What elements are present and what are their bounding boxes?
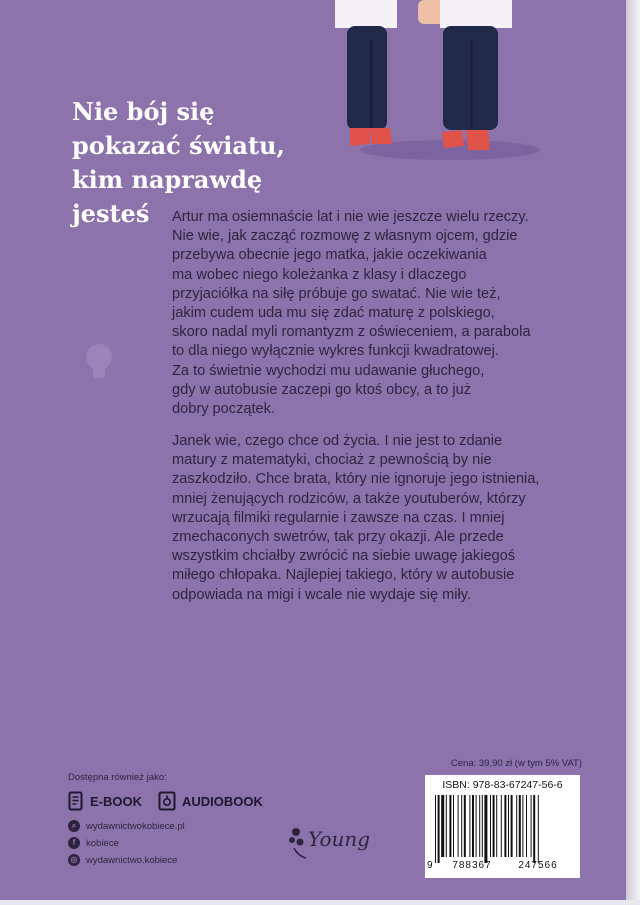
barcode-bar — [484, 795, 487, 863]
instagram-link[interactable] — [68, 853, 177, 867]
blurb-line: miłego chłopaka. Najlepiej takiego, który w autobusie — [172, 567, 515, 584]
facebook-icon: f — [68, 837, 80, 849]
barcode-bar — [441, 795, 444, 857]
barcode-bar — [446, 795, 447, 857]
barcode — [425, 775, 580, 878]
barcode-bar — [519, 795, 521, 857]
instagram-icon: ◎ — [68, 854, 80, 866]
blurb-line: Za to świetnie wychodzi mu udawanie głuchego, — [172, 362, 485, 379]
audiobook-icon — [158, 791, 178, 811]
barcode-bar — [469, 795, 470, 857]
barcode-bar — [531, 795, 532, 857]
barcode-bars — [435, 795, 570, 863]
ean-right-digits: 247566 — [518, 860, 558, 871]
blurb-line: gdy w autobusie zaczepi go ktoś obcy, a to już — [172, 381, 472, 398]
barcode-bar — [453, 795, 454, 857]
blurb-line: wrzucają filmiki regularnie i zawsze na czas. I mniej — [172, 509, 505, 526]
search-icon: ⌕ — [68, 820, 80, 832]
instagram-text: wydawnictwo.kobiece — [86, 854, 178, 866]
logo-text: Young — [308, 827, 371, 851]
barcode-bar — [533, 795, 535, 863]
barcode-bar — [472, 795, 474, 857]
blurb-line: przebywa obecnie jego matka, jakie oczekiwania — [172, 247, 487, 264]
barcode-bar — [511, 795, 513, 857]
tagline-line: Nie bój się — [72, 97, 215, 126]
barcode-bar — [438, 795, 440, 863]
barcode-bar — [476, 795, 477, 857]
blurb-line: skoro nadal myli romantyzm z oświeceniem, a parabola — [172, 324, 531, 341]
page-edge — [626, 0, 640, 905]
barcode-bar — [538, 795, 539, 863]
facebook-link[interactable] — [68, 836, 119, 850]
blurb-line: to dla niego wyłącznie wykres funkcji kwadratowej. — [172, 343, 499, 360]
barcode-bar — [449, 795, 451, 857]
barcode-bar — [458, 795, 459, 857]
bottom-edge — [0, 900, 640, 905]
audiobook-label: AUDIOBOOK — [182, 793, 263, 809]
facebook-text: kobiece — [86, 837, 119, 849]
barcode-bar — [464, 795, 466, 857]
ean-first-digit: 9 — [427, 860, 433, 871]
illustration-two-boys — [300, 0, 540, 165]
blurb-line: zmechaconych swetrów, tak przy okazji. Ale przede — [172, 529, 504, 546]
blurb-line: zaszkodziło. Chce brata, który nie ignoruje jego istnienia, — [172, 471, 540, 488]
barcode-bar — [508, 795, 509, 857]
blurb-paragraph-artur — [172, 208, 577, 419]
barcode-bar — [435, 795, 436, 863]
barcode-bar — [504, 795, 506, 857]
barcode-bar — [516, 795, 517, 857]
barcode-bar — [490, 795, 491, 857]
tagline-line: jesteś — [72, 199, 150, 228]
ebook-label: E-BOOK — [90, 793, 142, 809]
blurb-line: jakim cudem uda mu się zdać maturę z polskiego, — [172, 305, 495, 322]
blurb-line: Artur ma osiemnaście lat i nie wie jeszcze wielu rzeczy. — [172, 209, 529, 225]
lightbulb-icon — [82, 342, 116, 384]
young-logo — [280, 812, 380, 872]
blurb-line: dobry początek. — [172, 401, 276, 418]
audiobook-format — [158, 790, 263, 812]
tagline-line: kim naprawdę — [72, 165, 263, 194]
barcode-bar — [461, 795, 462, 857]
blurb-line: matury z matematyki, chociaż z pewnością by nie — [172, 452, 492, 469]
availability-label: Dostępna również jako: — [68, 772, 167, 783]
price: Cena: 39,90 zł (w tym 5% VAT) — [450, 758, 582, 769]
blurb-line: wszystkim chciałby zwrócić na siebie uwagę jakiegoś — [172, 548, 516, 565]
barcode-bar — [482, 795, 483, 857]
blurb-line: Janek wie, czego chce od życia. I nie jest to zdanie — [172, 433, 503, 449]
blurb-line: przyjaciółka na siłę próbuje go swatać. Nie wie też, — [172, 285, 501, 302]
blurb-line: odpowiada na migi i wcale nie wydaje się miły. — [172, 586, 472, 603]
barcode-bar — [501, 795, 502, 857]
barcode-bar — [493, 795, 495, 857]
ebook-icon — [68, 791, 86, 811]
website-link[interactable] — [68, 819, 185, 833]
ean-left-digits: 788367 — [452, 860, 492, 871]
barcode-bar — [522, 795, 523, 857]
blurb-line: ma wobec niego koleżanka z klasy i dlaczego — [172, 266, 467, 283]
blurb-line: Nie wie, jak zacząć rozmowę z własnym ojcem, gdzie — [172, 228, 518, 245]
ebook-format — [68, 790, 142, 812]
barcode-bar — [496, 795, 497, 857]
tagline-line: pokazać światu, — [72, 131, 285, 160]
blurb-paragraph-janek — [172, 432, 577, 605]
isbn-text: ISBN: 978-83-67247-56-6 — [442, 779, 563, 791]
barcode-bar — [479, 795, 480, 857]
barcode-bar — [526, 795, 527, 857]
website-text: wydawnictwokobiece.pl — [86, 820, 185, 832]
blurb-line: mniej żenujących rodziców, a także youtuberów, którzy — [172, 490, 526, 507]
